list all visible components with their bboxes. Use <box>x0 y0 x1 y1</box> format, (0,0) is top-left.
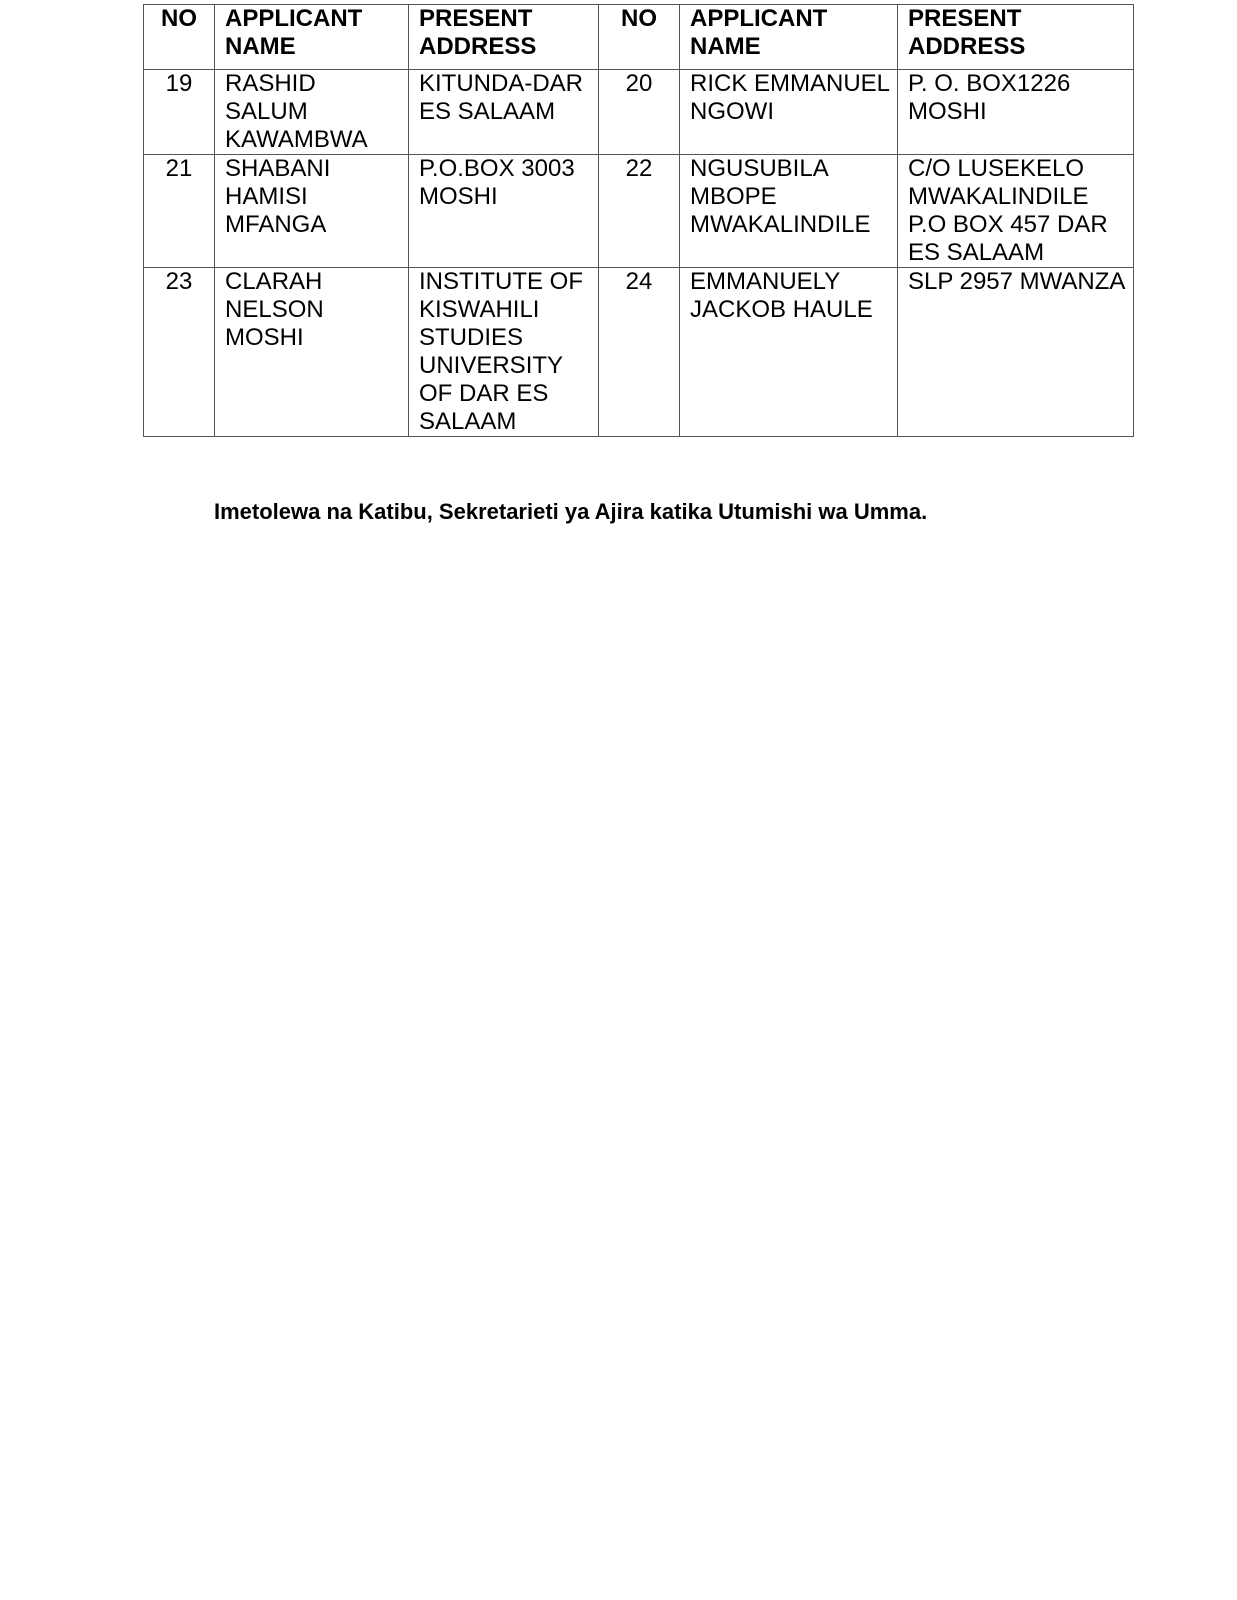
cell-present-address: P. O. BOX1226 MOSHI <box>898 70 1134 155</box>
applicants-table <box>143 4 1134 437</box>
cell-applicant-name: RASHID SALUM KAWAMBWA <box>215 70 409 155</box>
header-present-address-left: PRESENT ADDRESS <box>409 5 599 70</box>
cell-present-address: C/O LUSEKELO MWAKALINDILE P.O BOX 457 DAR ES SALAAM <box>898 155 1134 268</box>
cell-applicant-name: SHABANI HAMISI MFANGA <box>215 155 409 268</box>
cell-present-address: SLP 2957 MWANZA <box>898 268 1134 437</box>
cell-no: 19 <box>144 70 215 155</box>
table-header-row <box>144 5 1134 70</box>
header-no-left: NO <box>144 5 215 70</box>
table-row <box>144 70 1134 155</box>
cell-no: 23 <box>144 268 215 437</box>
cell-no: 20 <box>599 70 680 155</box>
header-present-address-right: PRESENT ADDRESS <box>898 5 1134 70</box>
cell-no: 24 <box>599 268 680 437</box>
cell-applicant-name: RICK EMMANUEL NGOWI <box>680 70 898 155</box>
header-applicant-name-right: APPLICANT NAME <box>680 5 898 70</box>
cell-no: 22 <box>599 155 680 268</box>
header-no-right: NO <box>599 5 680 70</box>
cell-present-address: KITUNDA-DAR ES SALAAM <box>409 70 599 155</box>
cell-applicant-name: CLARAH NELSON MOSHI <box>215 268 409 437</box>
cell-applicant-name: EMMANUELY JACKOB HAULE <box>680 268 898 437</box>
cell-present-address: P.O.BOX 3003 MOSHI <box>409 155 599 268</box>
cell-no: 21 <box>144 155 215 268</box>
cell-applicant-name: NGUSUBILA MBOPE MWAKALINDILE <box>680 155 898 268</box>
table-row <box>144 155 1134 268</box>
header-applicant-name-left: APPLICANT NAME <box>215 5 409 70</box>
issuer-note: Imetolewa na Katibu, Sekretarieti ya Ajira katika Utumishi wa Umma. <box>214 499 928 524</box>
cell-present-address: INSTITUTE OF KISWAHILI STUDIES UNIVERSITY OF DAR ES SALAAM <box>409 268 599 437</box>
table-row <box>144 268 1134 437</box>
